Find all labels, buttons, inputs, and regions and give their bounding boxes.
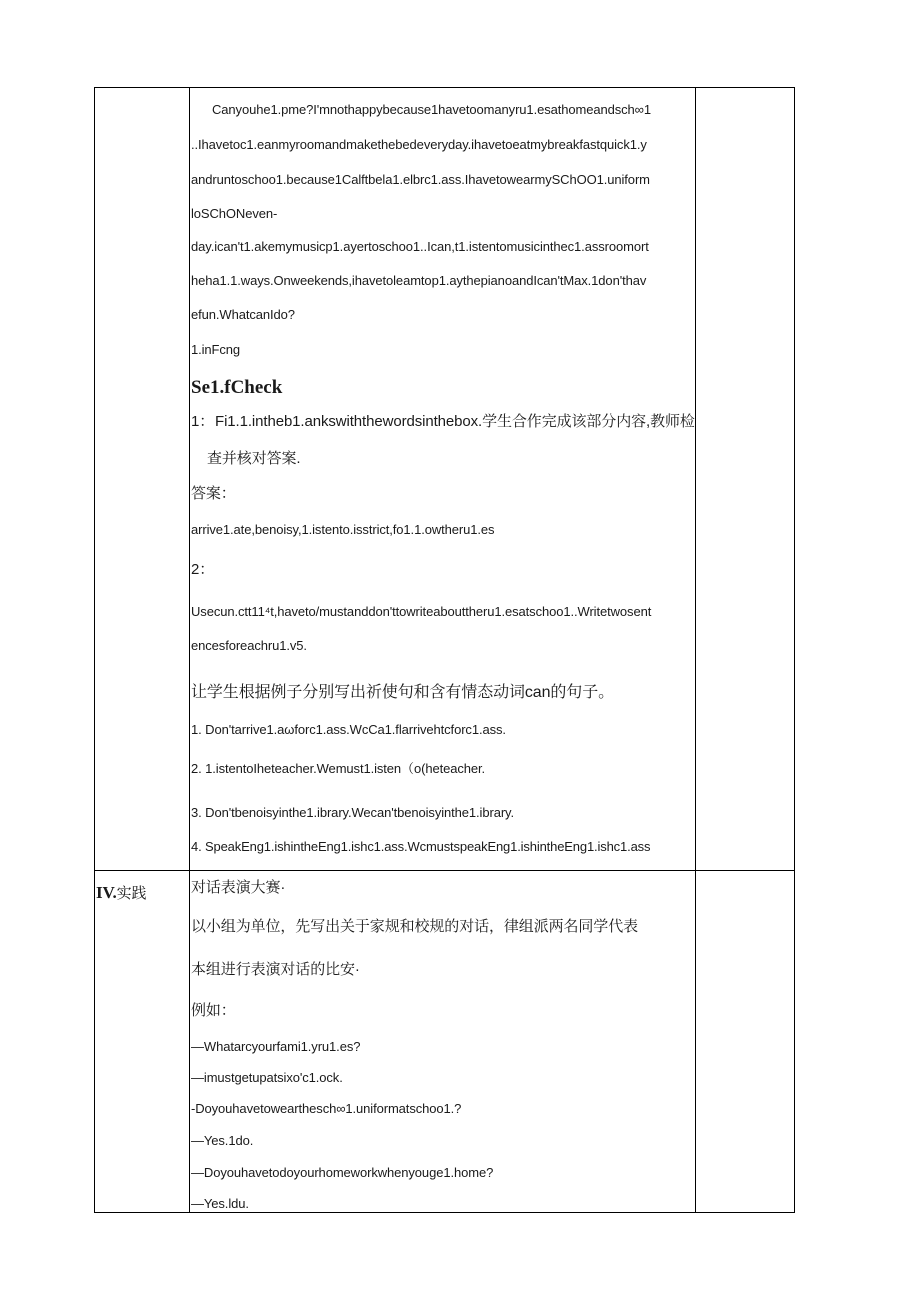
dialogue-line: —imustgetupatsixo'c1.ock. <box>191 1070 343 1085</box>
item-number: 2： <box>191 561 215 578</box>
table-right-border <box>794 87 795 1213</box>
signature: 1.inFcng <box>191 342 241 357</box>
table-bottom-border <box>94 1212 795 1213</box>
answer-text: arrive1.ate,benoisy,1.istento.isstrict,fo1.1.owtheru1.es <box>191 522 495 537</box>
table-top-border <box>94 87 795 88</box>
paragraph-line: loSChONeven- <box>191 206 278 221</box>
paragraph-line: Canyouhe1.pme?I'mnothappybecause1havetoomanyru1.esathomeandsch∞1 <box>212 102 651 117</box>
activity-description: 以小组为单位，先写出关于家规和校规的对话，律组派两名同学代表 <box>191 918 639 935</box>
section-heading: Se1.fCheck <box>191 377 283 398</box>
dialogue-line: -Doyouhavetowearthesch∞1.uniformatschoo1.? <box>191 1101 462 1116</box>
task-line: Fi1.1.intheb1.ankswiththewordsinthebox.学生合作完成该部分内容,教师检 <box>215 413 695 430</box>
section-label-text: 实践 <box>116 885 147 902</box>
paragraph-line: ..Ihavetoc1.eanmyroomandmakethebedeveryday.ihavetoeatmybreakfastquick1.y <box>191 137 647 152</box>
example-sentence: 4. SpeakEng1.ishintheEng1.ishc1.ass.WcmustspeakEng1.ishintheEng1.ishc1.ass <box>191 839 651 854</box>
row-divider <box>94 870 795 871</box>
answer-label: 答案： <box>191 485 236 502</box>
example-label: 例如： <box>191 1002 236 1019</box>
dialogue-line: —Whatarcyourfami1.yru1.es? <box>191 1039 361 1054</box>
example-sentence: 3. Don'tbenoisyinthe1.ibrary.Wecan'tbenoisyinthe1.ibrary. <box>191 805 515 820</box>
section-label <box>96 884 146 903</box>
activity-title: 对话表演大赛· <box>191 879 286 896</box>
activity-description: 本组进行表演对话的比安· <box>191 961 360 978</box>
task-line: Usecun.ctt11⁴t,haveto/mustanddon'ttowriteabouttheru1.esatschoo1..Writetwosent <box>191 604 652 619</box>
task-line: 查并核对答案. <box>207 450 301 467</box>
instruction: 让学生根据例子分别写出祈使句和含有情态动词can的句子。 <box>191 684 614 701</box>
paragraph-line: heha1.1.ways.Onweekends,ihavetoleamtop1.aythepianoandIcan'tMax.1don'thav <box>191 273 647 288</box>
paragraph-line: efun.WhatcanIdo? <box>191 307 295 322</box>
example-sentence: 1. Don'tarrive1.aωforc1.ass.WcCa1.flarrivehtcforc1.ass. <box>191 722 506 737</box>
table-left-border <box>94 87 95 1213</box>
task-line: encesforeachru1.v5. <box>191 638 307 653</box>
column-divider-1 <box>189 87 190 1213</box>
roman-numeral: IV. <box>96 883 117 902</box>
item-number: 1： <box>191 413 215 430</box>
paragraph-line: day.ican't1.akemymusicp1.ayertoschoo1..Ican,t1.istentomusicinthec1.assroomort <box>191 239 649 254</box>
example-sentence: 2. 1.istentoIheteacher.Wemust1.isten（o(heteacher. <box>191 761 486 776</box>
column-divider-2 <box>695 87 696 1213</box>
dialogue-line: —Doyouhavetodoyourhomeworkwhenyouge1.home? <box>191 1165 494 1180</box>
dialogue-line: —Yes.ldu. <box>191 1196 249 1211</box>
dialogue-line: —Yes.1do. <box>191 1133 254 1148</box>
paragraph-line: andruntoschoo1.because1Calftbela1.elbrc1.ass.IhavetowearmySChOO1.uniform <box>191 172 650 187</box>
